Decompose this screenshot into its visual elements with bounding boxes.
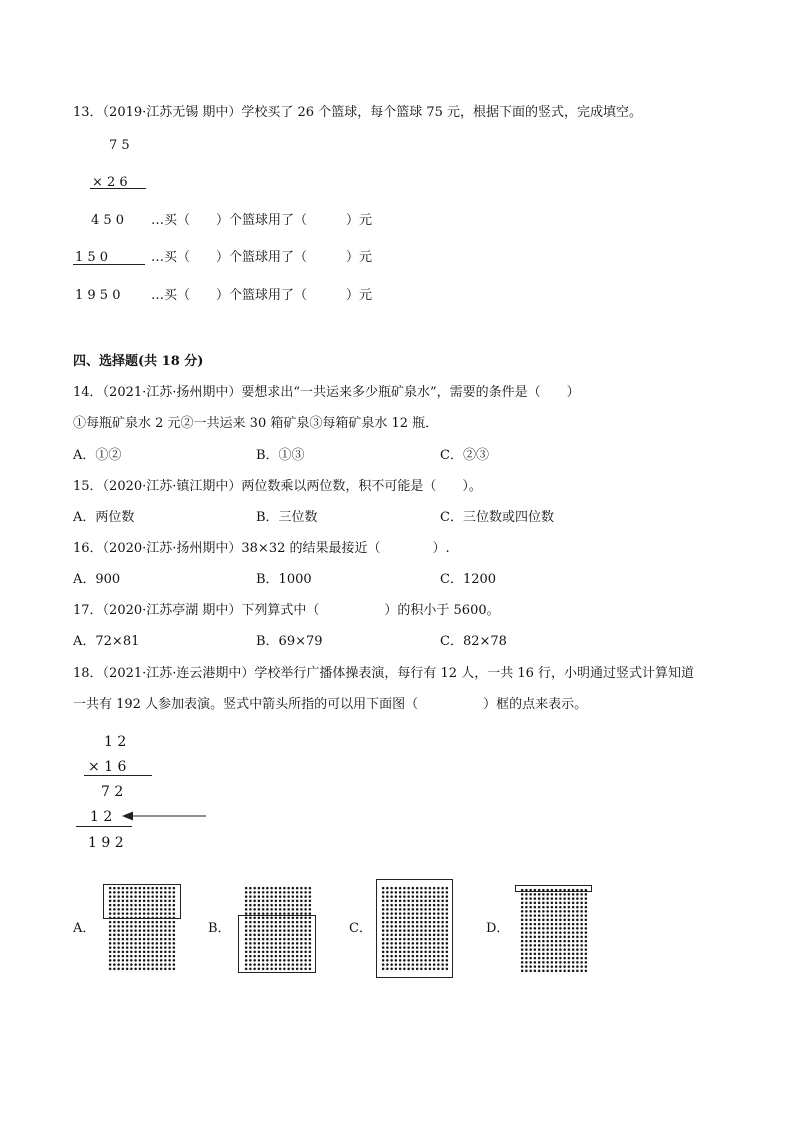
q14-title: 14．（2021·江苏·扬州期中）要想求出“一共运来多少瓶矿泉水”，需要的条件是（ ） bbox=[73, 385, 580, 400]
q17-title: 17．（2020·江苏亭湖 期中）下列算式中（ ）的积小于 5600。 bbox=[73, 603, 500, 618]
dot-array-d bbox=[520, 888, 588, 972]
q14-option-c: C．②③ bbox=[440, 448, 489, 463]
q13-partial-1-text: …买（ ）个篮球用了（ ）元 bbox=[151, 213, 373, 228]
q13-partial-1: 4 5 0 bbox=[91, 213, 125, 228]
q17-option-a: A．72×81 bbox=[73, 634, 140, 649]
q18-line-1: 18．（2021·江苏·连云港期中）学校举行广播体操表演，每行有 12 人，一共 16 行，小明通过竖式计算知道 bbox=[73, 666, 695, 681]
q14-option-a: A．①② bbox=[73, 448, 122, 463]
q17-option-b: B．69×79 bbox=[256, 634, 323, 649]
q16-option-a: A．900 bbox=[73, 572, 121, 587]
q18-multiplier: × 1 6 bbox=[88, 759, 127, 775]
q18-rule-2 bbox=[76, 826, 132, 827]
q18-multiplicand: 1 2 bbox=[104, 734, 127, 750]
q13-title: 13．（2019·江苏无锡 期中）学校买了 26 个篮球，每个篮球 75 元，根据下面的竖式，完成填空。 bbox=[73, 105, 643, 120]
q15-option-b: B．三位数 bbox=[256, 510, 318, 525]
q15-title: 15．（2020·江苏·镇江期中）两位数乘以两位数，积不可能是（ ）。 bbox=[73, 479, 482, 494]
q13-rule-1 bbox=[90, 188, 146, 189]
q18-product: 1 9 2 bbox=[88, 835, 124, 851]
q13-partial-2-text: …买（ ）个篮球用了（ ）元 bbox=[151, 250, 373, 265]
q13-multiplier: × 2 6 bbox=[92, 175, 128, 190]
q17-option-c: C．82×78 bbox=[440, 634, 507, 649]
q13-partial-2: 1 5 0 bbox=[75, 250, 109, 265]
q13-product: 1 9 5 0 bbox=[75, 288, 121, 303]
q15-option-c: C．三位数或四位数 bbox=[440, 510, 554, 525]
q18-rule-1 bbox=[84, 775, 152, 776]
q18-partial-2: 1 2 bbox=[90, 809, 113, 825]
q18-option-c-label: C． bbox=[349, 921, 372, 936]
section-heading: 四、选择题(共 18 分) bbox=[73, 354, 204, 369]
q18-option-b-label: B． bbox=[208, 921, 231, 936]
arrow-left-icon bbox=[120, 809, 210, 823]
q16-option-b: B．1000 bbox=[256, 572, 312, 587]
q18-line-2: 一共有 192 人参加表演。竖式中箭头所指的可以用下面图（ ）框的点来表示。 bbox=[73, 697, 588, 712]
q14-option-b: B．①③ bbox=[256, 448, 305, 463]
q18-partial-1: 7 2 bbox=[101, 784, 124, 800]
highlight-box-b bbox=[238, 915, 316, 973]
highlight-box-c bbox=[376, 879, 453, 978]
q13-product-text: …买（ ）个篮球用了（ ）元 bbox=[151, 288, 373, 303]
q16-title: 16．（2020·江苏·扬州期中）38×32 的结果最接近（ ）. bbox=[73, 541, 450, 556]
q18-option-a-label: A． bbox=[73, 921, 96, 936]
q18-option-d-label: D． bbox=[486, 921, 510, 936]
q14-conditions: ①每瓶矿泉水 2 元②一共运来 30 箱矿泉③每箱矿泉水 12 瓶． bbox=[73, 416, 439, 431]
q15-option-a: A．两位数 bbox=[73, 510, 135, 525]
q16-option-c: C．1200 bbox=[440, 572, 497, 587]
q13-multiplicand: 7 5 bbox=[109, 138, 130, 153]
q13-rule-2 bbox=[73, 264, 145, 265]
highlight-box-a bbox=[103, 884, 181, 919]
highlight-box-d bbox=[515, 885, 592, 892]
